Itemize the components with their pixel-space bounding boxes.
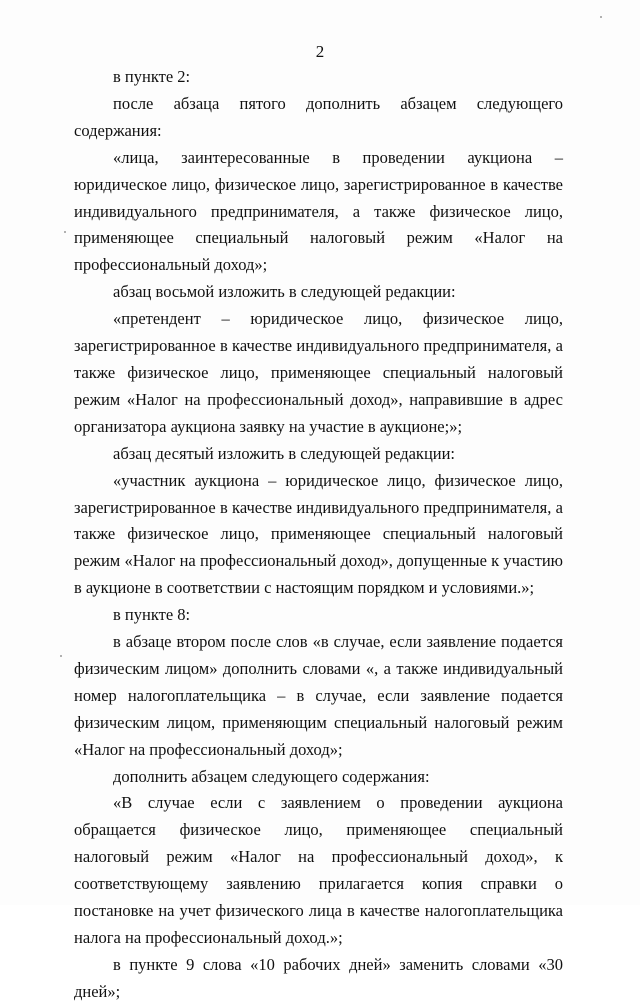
paragraph: абзац десятый изложить в следующей редакции: xyxy=(113,443,456,463)
document-body xyxy=(74,64,563,1006)
paragraph: дополнить абзацем следующего содержания: xyxy=(113,766,430,786)
paragraph: после абзаца пятого дополнить абзацем следующего содержания: xyxy=(74,93,563,140)
paragraph: «претендент – юридическое лицо, физическое лицо, зарегистрированное в качестве индивидуального предпринимателя, а также физическое лицо, применяющее специальный налоговый режим «Налог на профессиональный доход», направившие в адрес организатора аукциона заявку на участие в аукционе;»; xyxy=(74,309,563,436)
paragraph: в пункте 8: xyxy=(113,605,191,625)
page-number: 2 xyxy=(315,42,325,61)
paragraph: «участник аукциона – юридическое лицо, физическое лицо, зарегистрированное в качестве индивидуального предпринимателя, а также физическое лицо, применяющее специальный налоговый режим «Налог на профессиональный доход», допущенные к участию в аукционе в соответствии с настоящим порядком и условиями.»; xyxy=(74,470,563,598)
paragraph: «лица, заинтересованные в проведении аукциона – юридическое лицо, физическое лицо, зарегистрированное в качестве индивидуального предпринимателя, а также физическое лицо, применяющее специальный налоговый режим «Налог на профессиональный доход»; xyxy=(74,147,563,275)
paragraph: в пункте 9 слова «10 рабочих дней» заменить словами «30 дней»; xyxy=(74,954,563,1001)
paragraph: в абзаце втором после слов «в случае, если заявление подается физическим лицом» дополнить словами «, а также индивидуальный номер налогоплательщика – в случае, если заявление подается физическим лицом, применяющим специальный налоговый режим «Налог на профессиональный доход»; xyxy=(74,632,563,759)
paragraph: в пункте 2: xyxy=(113,67,191,86)
paragraph: абзац восьмой изложить в следующей редакции: xyxy=(113,282,456,302)
scan-speck xyxy=(600,16,602,18)
scan-speck xyxy=(60,655,62,657)
scan-speck xyxy=(64,231,66,233)
paragraph: «В случае если с заявлением о проведении аукциона обращается физическое лицо, применяющее специальный налоговый режим «Налог на профессиональный доход», к соответствующему заявлению прилагается копия справки о постановке на учет физического лица в качестве налогоплательщика налога на профессиональный доход.»; xyxy=(74,793,563,947)
